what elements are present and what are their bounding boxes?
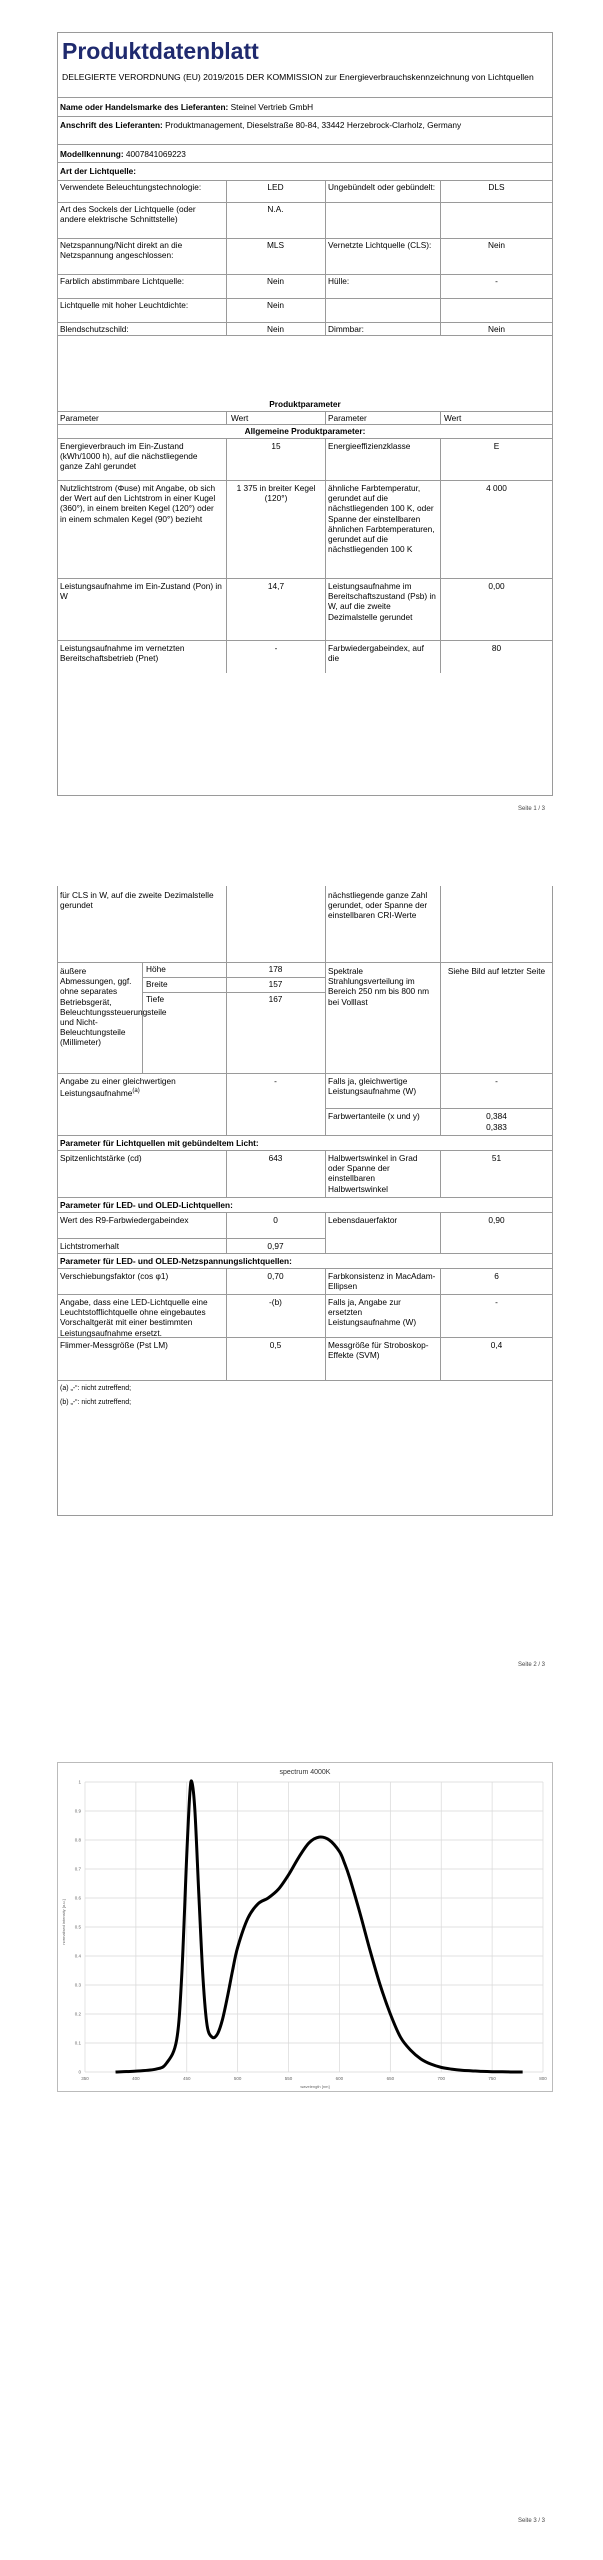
continued-left: für CLS in W, auf die zweite Dezimalstelle gerundet [60,890,214,911]
ls-row-2-value-2: Nein [487,240,506,250]
supplier-address-row [60,120,550,130]
x-tick-label: 700 [437,2076,445,2081]
page-1-frame [57,32,553,796]
col-value-1: Wert [231,413,249,423]
y-tick-label: 0.2 [74,2011,81,2017]
ls-row-5-label-2: Dimmbar: [328,324,364,334]
fluor-r-label: Falls ja, Angabe zur ersetzten Leistungsaufnahme (W) [328,1297,417,1328]
y-tick-label: 0.9 [74,1808,81,1814]
spectrum-chart [57,1762,553,2092]
spectral-value: Siehe Bild auf letzter Seite [447,966,546,976]
dim-name-2: Tiefe [146,994,165,1004]
x-tick-label: 450 [183,2076,191,2081]
gen-row-0-label: Energieverbrauch im Ein-Zustand (kWh/1000 h), auf die nächstliegende ganze Zahl gerundet [60,441,198,472]
color-y: 0,383 [486,1122,507,1132]
ls-row-5-label: Blendschutzschild: [60,324,129,334]
page-1-number: Seite 1 / 3 [518,806,546,812]
col-param-1: Parameter [60,413,99,423]
color-x: 0,384 [486,1111,507,1121]
ls-row-0-label-2: Ungebündelt oder gebündelt: [328,182,436,192]
y-tick-label: 0.5 [74,1924,81,1930]
ls-row-3-value: Nein [266,276,285,286]
color-label: Farbwertanteile (x und y) [328,1111,420,1121]
gen-row-0-value-2: E [493,441,500,451]
general-params-title: Allgemeine Produktparameter: [244,426,366,436]
gen-row-2-label: Leistungsaufnahme im Ein-Zustand (Pon) in W [60,581,222,602]
x-tick-label: 500 [233,2076,242,2081]
shift-label: Verschiebungsfaktor (cos φ1) [60,1271,169,1281]
equiv-label-text: Angabe zu einer gleichwertigen Leistungsaufnahme [60,1076,176,1098]
spectral-label: Spektrale Strahlungsverteilung im Bereich 250 nm bis 800 nm bei Volllast [328,966,430,1007]
supplier-name-row [60,102,550,112]
regulation-text: DELEGIERTE VERORDNUNG (EU) 2019/2015 DER KOMMISSION zur Energieverbrauchskennzeichnung von Lichtquellen [62,72,534,82]
gen-row-0-value: 15 [271,441,281,451]
ls-row-4-label: Lichtquelle mit hoher Leuchtdichte: [60,300,189,310]
dim-name-0: Höhe [146,964,166,974]
beam-label: Halbwertswinkel in Grad oder Spanne der einstellbaren Halbwertswinkel [328,1153,418,1194]
y-tick-label: 0.1 [74,2040,81,2046]
dim-name-1: Breite [146,979,168,989]
mains-title: Parameter für LED- und OLED-Netzspannungslichtquellen: [60,1256,292,1266]
footnote-b: (b) „-“: nicht zutreffend; [60,1399,132,1406]
x-tick-label: 750 [488,2076,496,2081]
supplier-address-value: Produktmanagement, Dieselstraße 80-84, 33442 Herzebrock-Clarholz, Germany [165,120,462,130]
fluor-value: -(b) [269,1297,282,1307]
ls-row-3-label-2: Hülle: [328,276,350,286]
dim-value-0: 178 [268,964,283,974]
x-tick-label: 350 [81,2076,89,2081]
maint-label: Lichtstromerhalt [60,1241,120,1251]
model-row [60,149,550,159]
r9-label: Wert des R9-Farbwiedergabeindex [60,1215,189,1225]
shift-value: 0,70 [267,1271,284,1281]
ls-row-5-value-2: Nein [487,324,506,334]
dim-value-1: 157 [268,979,283,989]
supplier-address-label: Anschrift des Lieferanten: [60,120,163,130]
ls-row-1-value: N.A. [267,204,284,214]
model-value: 4007841069223 [125,149,186,159]
dimensions-label: äußere Abmessungen, ggf. ohne separates Betriebsgerät, Beleuchtungssteuerungsteile und Nicht-Beleuchtungsteile (Millimeter) [60,966,167,1048]
ls-row-2-value: MLS [266,240,285,250]
equiv-value: - [274,1076,277,1086]
ls-row-5-value: Nein [266,324,285,334]
y-tick-label: 0.6 [74,1895,81,1901]
equiv-r-label: Falls ja, gleichwertige Leistungsaufnahme (W) [328,1076,417,1097]
fluor-r-value: - [495,1297,498,1307]
ls-row-1-label: Art des Sockels der Lichtquelle (oder andere elektrische Schnittstelle) [60,204,196,225]
equiv-label-sup: (a) [132,1088,140,1095]
light-source-section-title: Art der Lichtquelle: [60,166,137,176]
y-tick-label: 0.3 [74,1982,81,1988]
gen-row-3-value-2: 80 [491,643,502,653]
supplier-name-label: Name oder Handelsmarke des Lieferanten: [60,102,229,112]
y-tick-label: 1 [78,1779,81,1785]
ls-row-0-value: LED [267,182,284,192]
x-tick-label: 550 [284,2076,293,2081]
consistency-value: 6 [494,1271,499,1281]
flicker-label: Flimmer-Messgröße (Pst LM) [60,1340,168,1350]
ls-row-0-value-2: DLS [488,182,505,192]
strobo-value: 0,4 [490,1340,503,1350]
gen-row-3-value: - [274,643,278,653]
x-tick-label: 800 [539,2076,547,2081]
chart-xlabel: wavelength [nm] [300,2084,330,2089]
equiv-r-value: - [495,1076,498,1086]
gen-row-2-value-2: 0,00 [488,581,505,591]
ls-row-2-label-2: Vernetzte Lichtquelle (CLS): [328,240,432,250]
consistency-label: Farbkonsistenz in MacAdam-Ellipsen [328,1271,436,1292]
chart-title: spectrum 4000K [279,1769,331,1776]
gen-row-3-label-2: Farbwiedergabeindex, auf die [328,643,424,664]
page-3-number: Seite 3 / 3 [518,2518,546,2524]
footnote-a: (a) „-“: nicht zutreffend; [60,1385,132,1392]
life-value: 0,90 [488,1215,505,1225]
led-title: Parameter für LED- und OLED-Lichtquellen: [60,1200,233,1210]
dim-value-2: 167 [268,994,283,1004]
maint-value: 0,97 [267,1241,284,1251]
fluor-label: Angabe, dass eine LED-Lichtquelle eine Leuchtstofflichtquelle ohne eingebautes Vorschaltgerät mit einer bestimmten Leistungsaufnahme ersetzt. [60,1297,208,1338]
dls-title: Parameter für Lichtquellen mit gebündeltem Licht: [60,1138,259,1148]
strobo-label: Messgröße für Stroboskop-Effekte (SVM) [328,1340,429,1361]
gen-row-0-label-2: Energieeffizienzklasse [328,441,411,451]
y-tick-label: 0.8 [74,1837,81,1843]
ls-row-3-label: Farblich abstimmbare Lichtquelle: [60,276,185,286]
x-tick-label: 400 [132,2076,140,2081]
y-tick-label: 0 [78,2069,81,2075]
page-title: Produktdatenblatt [62,38,259,64]
gen-row-1-value: 1 375 in breiter Kegel (120°) [236,483,316,504]
beam-value: 51 [491,1153,502,1163]
r9-value: 0 [273,1215,278,1225]
ls-row-2-label: Netzspannung/Nicht direkt an die Netzspannung angeschlossen: [60,240,183,261]
model-label: Modellkennung: [60,149,124,159]
gen-row-1-label-2: ähnliche Farbtemperatur, gerundet auf die nächstliegenden 100 K, oder Spanne der einstellbaren ähnlichen Farbtemperaturen, gerundet auf die nächstliegenden 100 K [328,483,435,555]
chart-ylabel: normalised intensity [a.u.] [61,1899,66,1945]
page-2-number: Seite 2 / 3 [518,1662,546,1668]
col-param-2: Parameter [328,413,367,423]
life-label: Lebensdauerfaktor [328,1215,398,1225]
ls-row-0-label: Verwendete Beleuchtungstechnologie: [60,182,202,192]
peak-label: Spitzenlichtstärke (cd) [60,1153,142,1163]
x-tick-label: 600 [335,2076,344,2081]
gen-row-1-label: Nutzlichtstrom (Φuse) mit Angabe, ob sich der Wert auf den Lichtstrom in einer Kugel (360°), in einem breiten Kegel (120°) oder in einem schmalen Kegel (90°) bezieht [60,483,216,524]
col-value-2: Wert [444,413,462,423]
x-tick-label: 650 [386,2076,395,2081]
gen-row-2-value: 14,7 [267,581,285,591]
y-tick-label: 0.7 [74,1866,81,1872]
supplier-name-value: Steinel Vertrieb GmbH [230,102,314,112]
gen-row-3-label: Leistungsaufnahme im vernetzten Bereitschaftsbetrieb (Pnet) [60,643,185,664]
ls-row-3-value-2: - [495,276,498,286]
gen-row-2-label-2: Leistungsaufnahme im Bereitschaftszustand (Psb) in W, auf die zweite Dezimalstelle gerundet [328,581,436,622]
y-tick-label: 0.4 [74,1953,81,1959]
continued-right: nächstliegende ganze Zahl gerundet, oder Spanne der einstellbaren CRI-Werte [328,890,428,921]
peak-value: 643 [268,1153,283,1163]
spectrum-chart-svg [57,1762,553,2092]
equiv-label [60,1076,223,1098]
flicker-value: 0,5 [269,1340,282,1350]
gen-row-1-value-2: 4 000 [486,483,507,493]
ls-row-4-value: Nein [266,300,285,310]
product-params-title: Produktparameter [269,399,341,409]
